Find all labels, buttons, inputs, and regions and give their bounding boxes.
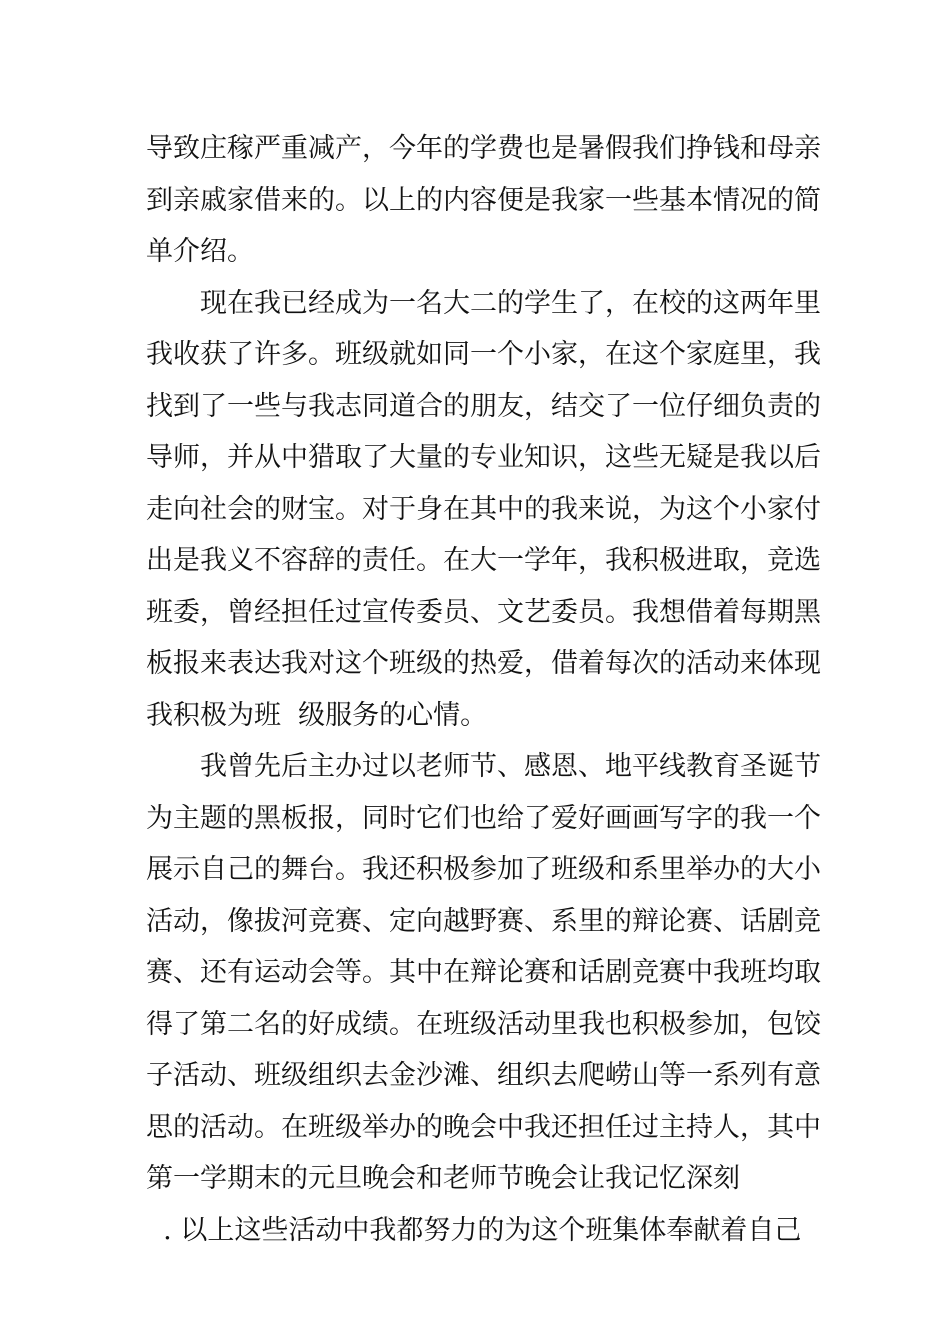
- text-line: 导致庄稼严重减产，今年的学费也是暑假我们挣钱和母亲: [146, 133, 821, 164]
- text-line: 找到了一些与我志同道合的朋友，结交了一位仔细负责的: [146, 391, 821, 422]
- text-line: 板报来表达我对这个班级的热爱，借着每次的活动来体现: [146, 648, 821, 679]
- text-line: 我曾先后主办过以老师节、感恩、地平线教育圣诞节: [146, 751, 821, 782]
- text-line: 得了第二名的好成绩。在班级活动里我也积极参加，包饺: [146, 1009, 821, 1040]
- text-line: 单介绍。: [146, 236, 254, 267]
- text-line: 展示自己的舞台。我还积极参加了班级和系里举办的大小: [146, 854, 821, 885]
- text-line: 我积极为班 级服务的心情。: [146, 700, 488, 731]
- text-line: 为主题的黑板报，同时它们也给了爱好画画写字的我一个: [146, 803, 821, 834]
- text-line: . 以上这些活动中我都努力的为这个班集体奉献着自己: [146, 1215, 802, 1246]
- text-line: 导师，并从中猎取了大量的专业知识，这些无疑是我以后: [146, 442, 821, 473]
- text-line: 走向社会的财宝。对于身在其中的我来说，为这个小家付: [146, 494, 821, 525]
- text-line: 活动，像拔河竞赛、定向越野赛、系里的辩论赛、话剧竞: [146, 906, 821, 937]
- text-line: 我收获了许多。班级就如同一个小家，在这个家庭里，我: [146, 339, 821, 370]
- text-line: 子活动、班级组织去金沙滩、组织去爬崂山等一系列有意: [146, 1060, 821, 1091]
- text-line: 现在我已经成为一名大二的学生了，在校的这两年里: [146, 288, 821, 319]
- text-line: 到亲戚家借来的。以上的内容便是我家一些基本情况的简: [146, 185, 821, 216]
- text-line: 出是我义不容辞的责任。在大一学年，我积极进取，竞选: [146, 545, 821, 576]
- text-line: 赛、还有运动会等。其中在辩论赛和话剧竞赛中我班均取: [146, 957, 821, 988]
- text-line: 思的活动。在班级举办的晚会中我还担任过主持人，其中: [146, 1112, 821, 1143]
- text-line: 第一学期末的元旦晚会和老师节晚会让我记忆深刻: [146, 1163, 740, 1194]
- text-line: 班委，曾经担任过宣传委员、文艺委员。我想借着每期黑: [146, 597, 821, 628]
